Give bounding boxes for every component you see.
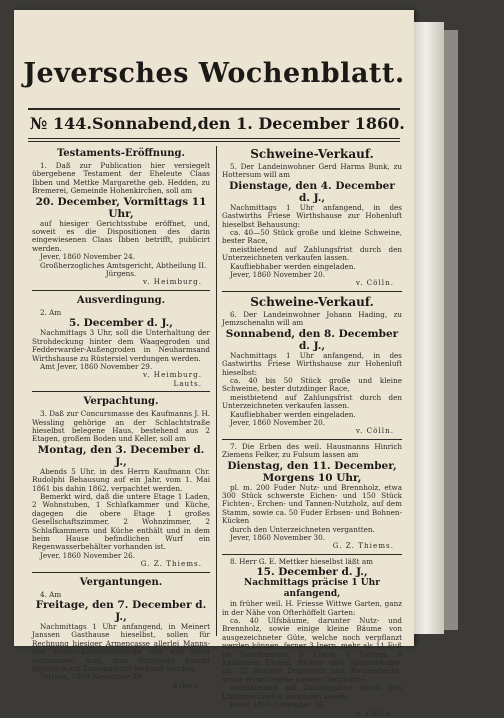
notice-text: Nachmittags 1 Uhr anfangend, in Meinert Janssen Gasthause hieselbst, sollen für Rechnung hiesiger Armencasse allerlei Manns- und Frauen-Kleidungsstücke und was sonst vorkommen mag, zum Vorschein kommt öffentlich auf Zahlungsfrist verkauft werden. <box>32 622 210 674</box>
notice-signature: v. Cölln. <box>355 278 394 288</box>
notice-place: Jever, 1860 November 20. <box>230 270 325 280</box>
notice-text: Nachmittags 3 Uhr, soll die Unterhaltung der Strohdeckung hinter dem Waagegroden und Fedderwarder-Außengroden in Neuharmsand Wirthshause zu Rüstersiel verdungen werden. <box>32 328 210 363</box>
notice-date: Montag, den 3. December d. J., <box>37 443 205 468</box>
notice-text: 6. Der Landeinwohner Johann Hading, zu Jemzschenahn will am <box>222 309 402 328</box>
book-edge <box>444 30 458 630</box>
notice-text: Kaufliebhaber werden eingeladen. <box>230 261 356 271</box>
separator <box>222 439 402 440</box>
issue-line <box>30 114 405 133</box>
separator <box>222 291 402 292</box>
notice-text: 8. Herr G. E. Mettker hieselbst läßt am <box>230 556 373 566</box>
notice-signature: v. Cölln. <box>355 708 394 718</box>
header-rule-2 <box>28 141 400 142</box>
notice-place: Jever, 1860 November 24. <box>40 252 135 262</box>
top-rule <box>28 108 400 110</box>
notice-head: Schweine-Verkauf. <box>250 147 374 161</box>
notice-date: Dienstage, den 4. December d. J., <box>229 179 395 204</box>
issue-weekday: Sonnabend, <box>91 114 198 133</box>
notice-text: 4. Am <box>40 589 62 599</box>
notice-signature: G. Z. Thiems. <box>140 559 202 569</box>
notice-date: 20. December, Vormittags 11 Uhr, <box>35 195 207 220</box>
separator <box>222 554 402 555</box>
notice-head: Schweine-Verkauf. <box>250 294 374 309</box>
notice-text: Kaufliebhaber werden eingeladen. <box>230 409 356 419</box>
left-column <box>32 146 210 690</box>
notice-text: Nachmittags 1 Uhr anfangend, in des Gastwirths Friese Wirthshause zur Hohenluft hieselbst: <box>222 350 402 377</box>
issue-date: den 1. December 1860. <box>197 114 405 133</box>
right-column <box>222 146 402 718</box>
notice-text: 1. Daß zur Publication hier versiegelt übergebene Testament der Eheleute Claas Ibben und Mettke Margarethe geb. Hedden, zu Bremerei, Gemeinde Hohenkirchen, soll am <box>32 161 210 196</box>
notice-signature: G. Z. Thiems. <box>332 541 394 551</box>
notice-place: Jever, 1860 November 20. <box>230 417 325 427</box>
notice-text: Nachmittags 1 Uhr anfangend, in des Gastwirths Friese Wirthshause zur Hohenluft hieselbst Behausung: <box>222 202 402 229</box>
notice-text: Abends 5 Uhr, in des Herrn Kaufmann Chr. Rudolphi Behausung auf ein Jahr, vom 1. Mai 1861 bis dahin 1862, verpachtet werden. <box>32 466 210 493</box>
separator <box>32 391 210 392</box>
notice-text: ca. 40 Ulfsbäume, darunter Nutz- und Brennholz, sowie einige kleine Bäume von ausgezeichneter Güte, welche noch verpflanzt werden können, ferner 3 Ipern, mehr als 11 Fuß im Durchmesser, 6 Ellern, 6 Eschen, 6 Kastanien, Eichen, Birken- und Tannenbäume, ca. 25 Rauhen Dagstoren und Buchenhecke, sowie verschiedene andere Gesträuche, <box>222 616 402 684</box>
notice-court: Großherzogliches Amtsgericht, Abtheilung II. <box>40 260 207 270</box>
notice-text: Bemerkt wird, daß die untere Etage 1 Laden, 2 Wohnstuben, 1 Schlafkammer und Küche, dagegen die obere Etage 1 großes Gesellschaftszimmer, 2 Wohnzimmer, 2 Schlafkammern und Küche enthält und in dem beim Hause befindlichen Wurf ein Regenwasserbehälter vorhanden ist. <box>32 491 210 552</box>
notice-place: Amt Jever, 1860 November 29. <box>40 361 153 371</box>
notice-text: ca. 40 bis 50 Stück große und kleine Schweine, bester dutzdinger Race, <box>222 375 402 394</box>
notice-text: 3. Daß zur Concursmasse des Kaufmanns J. H. Wessling gehörige an der Schlachtstraße hieselbst belegene Haus, bestehend aus 2 Etagen, großem Boden und Keller, soll am <box>32 409 210 444</box>
notice-date: 5. December d. J., <box>69 317 173 330</box>
notice-date: Freitage, den 7. December d. J., <box>35 599 207 624</box>
notice-text: auf hiesiger Gerichtsstube eröffnet, und, soweit es die Dispositionen des darin eingewiesenen Claas Ibben betrifft, publicirt werden. <box>32 218 210 253</box>
notice-text: 5. Der Landeinwohner Gerd Harms Bunk, zu Hottersum will am <box>222 162 402 180</box>
header-rule <box>28 138 400 139</box>
notice-name: Jürgens. <box>105 269 137 279</box>
newspaper-page <box>14 10 414 718</box>
notice-head: Ausverdingung. <box>76 294 166 306</box>
notice-date: Dienstag, den 11. December, Morgens 10 Uhr, <box>227 459 397 484</box>
notice-signature: Eiben. <box>172 680 202 690</box>
notice-text: pl. m. 200 Fuder Nutz- und Brennholz, etwa 300 Stück schwerste Eichen- und 150 Stück Fichten-, Erchen- und Tannen-Nutzholz, auf dem Stamm, sowie ca. 50 Fuder Erbsen- und Bohnen-Kücken <box>222 482 402 526</box>
notice-signature: v. Cölln. <box>355 426 394 436</box>
separator <box>32 572 210 573</box>
notice-text: meistbietend auf Zahlungsfrist durch den Unterzeichneten verkaufen lassen. <box>222 683 402 701</box>
notice-place: Tettens, 1860 November 29. <box>40 672 144 682</box>
notice-place: Jever, 1860 November 30. <box>230 533 325 542</box>
notice-signature: v. Heimburg. <box>143 277 202 287</box>
notice-head: Verpachtung. <box>83 396 159 408</box>
notice-signature: v. Heimburg. <box>143 370 202 380</box>
notice-place: Jever, 1860 November 30. <box>230 700 325 710</box>
column-divider <box>216 146 217 636</box>
notice-text: meistbietend auf Zahlungsfrist durch den Unterzeichneten verkaufen lassen. <box>222 244 402 263</box>
notice-text: 2. Am <box>40 307 62 317</box>
notice-text: in früher weil. H. Friesse Wittwe Garten, ganz in der Nähe von Ofterhöffelt Garten: <box>222 599 402 617</box>
issue-number: № 144. <box>30 114 92 133</box>
notice-head: Testaments-Eröffnung. <box>56 148 186 159</box>
notice-date: Sonnabend, den 8. December d. J., <box>225 327 399 352</box>
notice-text: ca. 40—50 Stück große und kleine Schweine, bester Race, <box>222 228 402 246</box>
notice-place: Jever, 1860 November 26. <box>40 550 135 560</box>
notice-time: Nachmittags präcise 1 Uhr anfangend, <box>244 578 380 600</box>
separator <box>32 290 210 291</box>
page-edge <box>414 22 444 634</box>
notice-text: meistbietend auf Zahlungsfrist durch den Unterzeichneten verkaufen lassen. <box>222 392 402 411</box>
notice-signature: Lauts. <box>173 378 202 388</box>
notice-head: Vergantungen. <box>79 576 163 588</box>
masthead: Jeversches Wochenblatt. <box>23 58 405 89</box>
notice-text: durch den Unterzeichneten vergantten. <box>230 524 375 534</box>
notice-text: 7. Die Erben des weil. Hausmanns Hinrich Ziemens Felker, zu Fulsum lassen am <box>222 441 402 460</box>
notice-date: 15. December d. J., <box>256 566 368 579</box>
